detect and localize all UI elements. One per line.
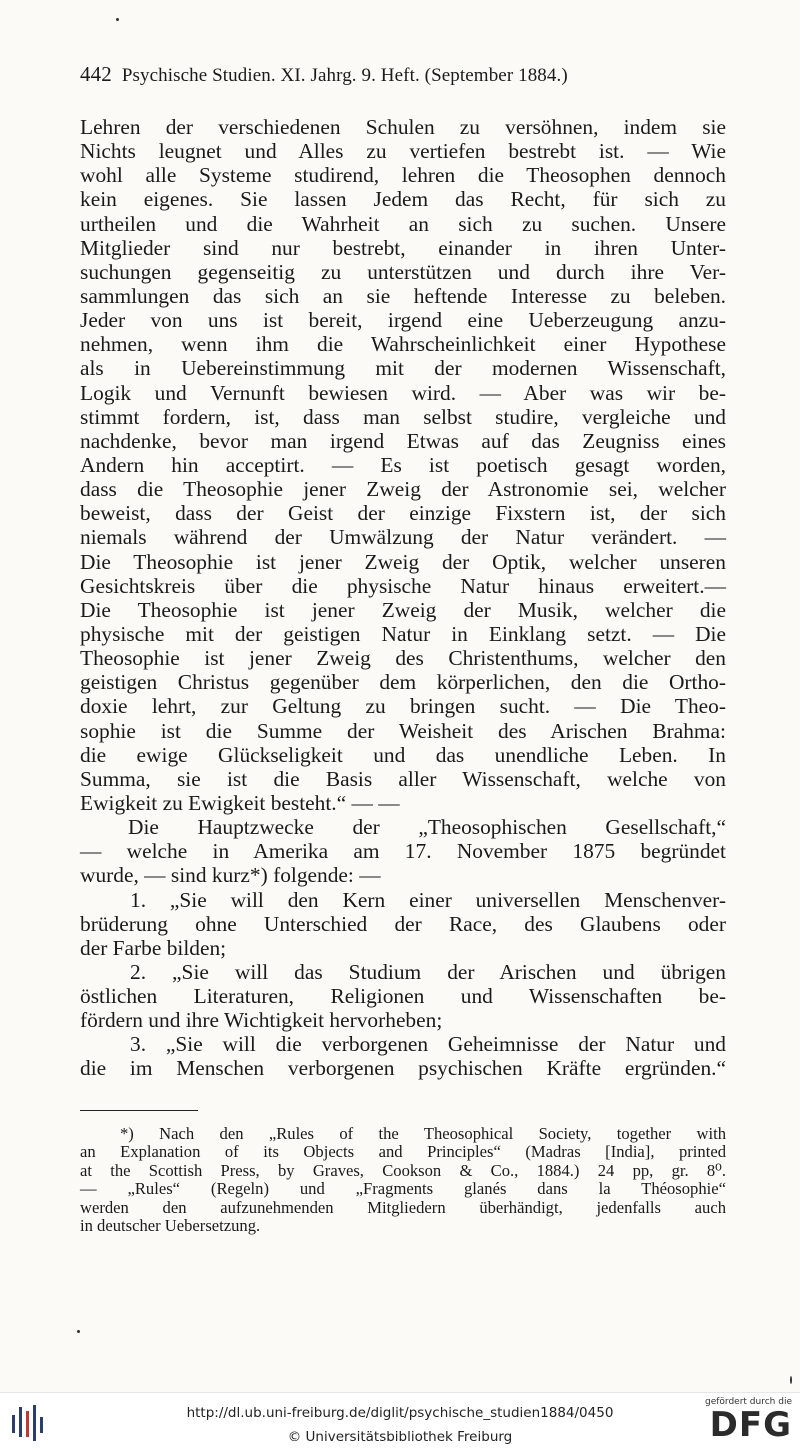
list-item-2-line: 2. „Sie will das Studium der Arischen und übrigen — [130, 959, 726, 984]
footnote — [80, 1125, 726, 1235]
text-line: niemals während der Umwälzung der Natur verändert. — — [80, 525, 726, 550]
text-line: Die Theosophie ist jener Zweig der Musik, welcher die — [80, 597, 726, 622]
text-line: Lehren der verschiedenen Schulen zu versöhnen, indem sie — [80, 115, 726, 139]
text-line: als in Uebereinstimmung mit der modernen Wissenschaft, — [80, 356, 726, 381]
text-line: Nichts leugnet und Alles zu vertiefen bestrebt ist. — Wie — [80, 139, 726, 164]
text-line: beweist, dass der Geist der einzige Fixstern ist, der sich — [80, 501, 726, 526]
footnote-line: at the Scottish Press, by Graves, Cookson & Co., 1884.) 24 pp, gr. 8⁰. — [80, 1160, 726, 1180]
dfg-logo-text: DFG — [709, 1405, 792, 1445]
footnote-line: werden den aufzunehmenden Mitgliedern überhändigt, jedenfalls auch — [80, 1197, 726, 1217]
running-title: Psychische Studien. XI. Jahrg. 9. Heft. (September 1884.) — [121, 65, 568, 86]
text-line: suchungen gegenseitig zu unterstützen und durch ihre Ver- — [80, 259, 726, 284]
source-url-link[interactable]: http://dl.ub.uni-freiburg.de/diglit/psychische_studien1884/0450 — [186, 1405, 614, 1421]
footnote-line: an Explanation of its Objects and Principles“ (Madras [India], printed — [80, 1142, 726, 1162]
text-line: geistigen Christus gegenüber dem körperlichen, den die Ortho- — [80, 670, 726, 695]
text-line: sophie ist die Summe der Weisheit des Arischen Brahma: — [80, 718, 726, 743]
text-line: Andern hin acceptirt. — Es ist poetisch gesagt worden, — [80, 452, 726, 477]
text-line: kein eigenes. Sie lassen Jedem das Recht, für sich zu — [80, 187, 726, 212]
footnote-line: *) Nach den „Rules of the Theosophical Society, together with — [120, 1124, 726, 1143]
scan-speck — [77, 1330, 80, 1333]
scan-speck — [790, 1376, 792, 1384]
text-line: dass die Theosophie jener Zweig der Astronomie sei, welcher — [80, 477, 726, 502]
scan-speck — [116, 18, 119, 21]
list-item-3-line: 3. „Sie will die verborgenen Geheimnisse der Natur und — [130, 1032, 726, 1057]
list-item-1-line: 1. „Sie will den Kern einer universellen Menschenver- — [130, 887, 726, 912]
text-line: Die Hauptzwecke der „Theosophischen Gesellschaft,“ — [128, 815, 726, 840]
text-line: sammlungen das sich an sie heftende Interesse zu beleben. — [80, 283, 726, 308]
copyright-notice: © Universitätsbibliothek Freiburg — [287, 1429, 513, 1445]
text-line: Die Theosophie ist jener Zweig der Optik, welcher unseren — [80, 549, 726, 574]
text-line: urtheilen und die Wahrheit an sich zu suchen. Unsere — [80, 211, 726, 236]
text-line: Jeder von uns ist bereit, irgend eine Ueberzeugung anzu- — [80, 308, 726, 333]
text-line: wohl alle Systeme studirend, lehren die Theosophen dennoch — [80, 163, 726, 188]
text-line: fördern und ihre Wichtigkeit hervorheben; — [80, 1008, 443, 1033]
page-number: 442 — [80, 62, 112, 86]
text-line: östlichen Literaturen, Religionen und Wissenschaften be- — [80, 984, 726, 1009]
text-line: Mitglieder sind nur bestrebt, einander in ihren Unter- — [80, 235, 726, 260]
text-line: Theosophie ist jener Zweig des Christenthums, welcher den — [80, 646, 726, 671]
text-line: Gesichtskreis über die physische Natur hinaus erweitert.— — [80, 573, 726, 598]
text-line: stimmt fordern, ist, dass man selbst studire, vergleiche und — [80, 404, 726, 429]
footnote-line: — „Rules“ (Regeln) und „Fragments glanés dans la Théosophie“ — [80, 1179, 726, 1199]
footnote-line: in deutscher Uebersetzung. — [80, 1215, 261, 1235]
digitization-footer — [0, 1392, 800, 1452]
text-line: physische mit der geistigen Natur in Einklang setzt. — Die — [80, 621, 726, 646]
text-line: nehmen, wenn ihm die Wahrscheinlichkeit einer Hypothese — [80, 332, 726, 357]
text-line: nachdenke, bevor man irgend Etwas auf das Zeugniss eines — [80, 428, 726, 453]
running-header — [80, 62, 726, 87]
text-line: der Farbe bilden; — [80, 935, 227, 960]
text-line: Logik und Vernunft bewiesen wird. — Aber was wir be- — [80, 380, 726, 405]
text-line: — welche in Amerika am 17. November 1875 begründet — [80, 839, 726, 864]
main-text — [80, 115, 726, 1081]
text-line: doxie lehrt, zur Geltung zu bringen sucht. — Die Theo- — [80, 694, 726, 719]
dfg-logo — [700, 1397, 792, 1449]
dfg-funding-label: gefördert durch die — [705, 1397, 792, 1407]
text-line: Summa, sie ist die Basis aller Wissenschaft, welche von — [80, 766, 726, 791]
text-line: die ewige Glückseligkeit und das unendliche Leben. In — [80, 742, 726, 767]
text-line: wurde, — sind kurz*) folgende: — — [80, 863, 381, 888]
footnote-rule — [80, 1110, 198, 1111]
text-line: die im Menschen verborgenen psychischen Kräfte ergründen.“ — [80, 1056, 726, 1081]
text-line: brüderung ohne Unterschied der Race, des Glaubens oder — [80, 911, 726, 936]
text-line: Ewigkeit zu Ewigkeit besteht.“ — — — [80, 790, 400, 815]
